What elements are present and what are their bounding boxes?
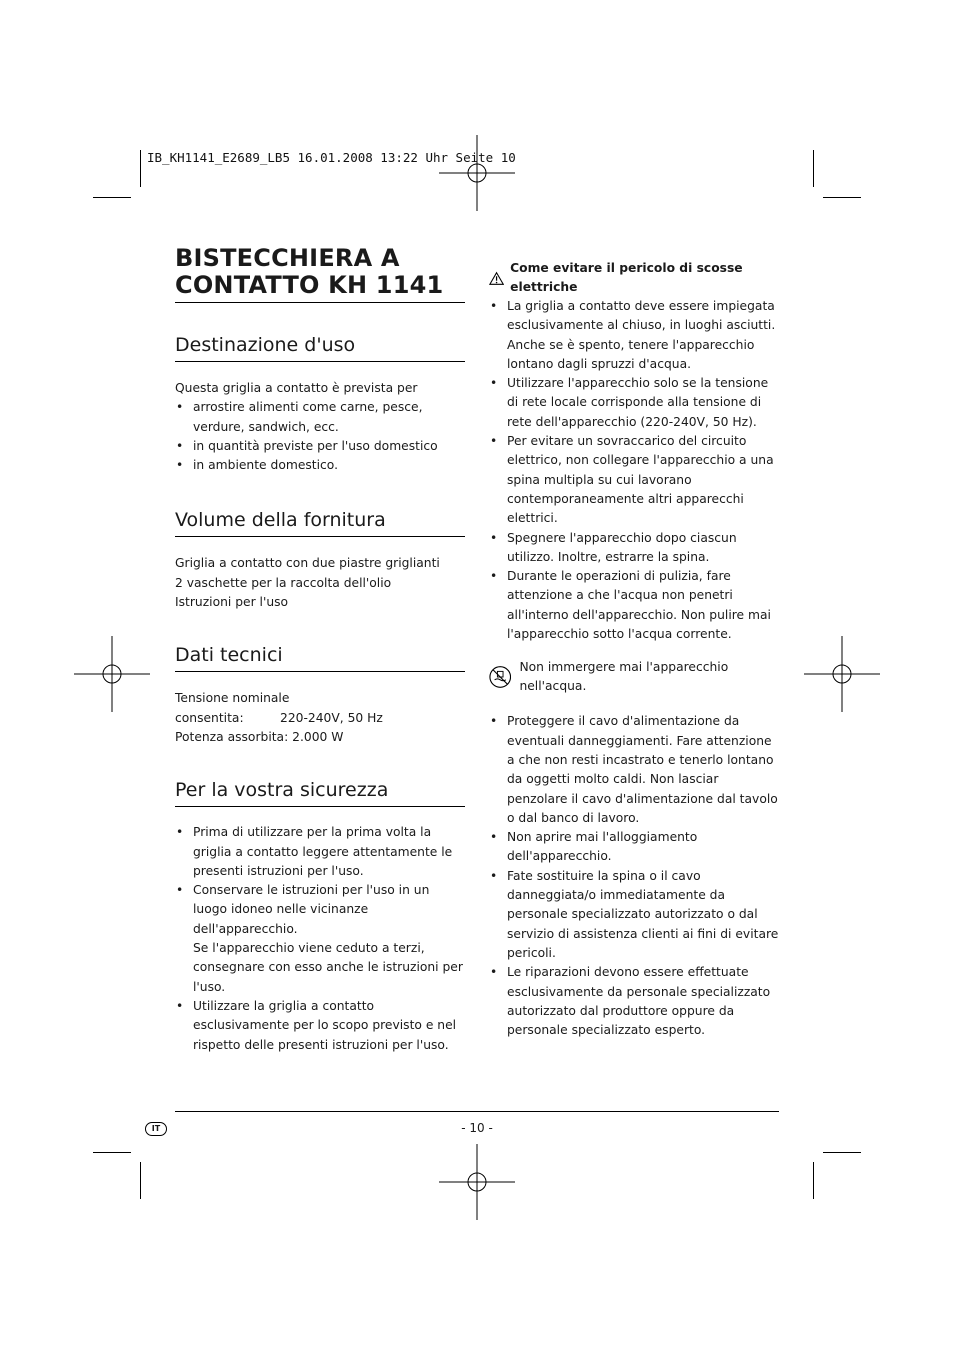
tech-label: Tensione nominale (175, 691, 290, 706)
bullet-list (175, 398, 465, 475)
list-item: • Spegnere l'apparecchio dopo ciascun utilizzo. Inoltre, estrarre la spina. (489, 529, 781, 568)
section-title: Dati tecnici (175, 643, 465, 672)
list-item: • in quantità previste per l'uso domestico (175, 437, 465, 456)
right-column (489, 259, 781, 1040)
list-item: • in ambiente domestico. (175, 456, 465, 475)
crop-mark (93, 197, 131, 198)
section-destinazione (175, 333, 465, 475)
page-title-line: CONTATTO KH 1141 (175, 271, 444, 299)
list-item: • Proteggere il cavo d'alimentazione da eventuali danneggiamenti. Fare attenzione a che non resti incastrato e tenerlo lontano da oggetti molto caldi. Non lasciar penzolare il cavo d'alimentazione dal tavolo o dal banco di lavoro. (489, 712, 781, 828)
crop-mark (823, 1152, 861, 1153)
registration-mark-icon (439, 1144, 515, 1220)
list-item: • Utilizzare la griglia a contatto esclusivamente per lo scopo previsto e nel rispetto delle presenti istruzioni per l'uso. (175, 997, 465, 1055)
registration-mark-icon (74, 636, 150, 712)
left-column (175, 245, 465, 1055)
list-item: • La griglia a contatto deve essere impiegata esclusivamente al chiuso, in luoghi asciutti. Anche se è spento, tenere l'apparecchio lontano dagli spruzzi d'acqua. (489, 297, 781, 374)
section-fornitura (175, 508, 465, 612)
section-title: Volume della fornitura (175, 508, 465, 537)
list-item: • arrostire alimenti come carne, pesce, verdure, sandwich, ecc. (175, 398, 465, 437)
section-title: Per la vostra sicurezza (175, 778, 465, 807)
list-item: • Durante le operazioni di pulizia, fare attenzione a che l'acqua non penetri all'interno dell'apparecchio. Non pulire mai l'apparecchio sotto l'acqua corrente. (489, 567, 781, 644)
list-item: Griglia a contatto con due piastre griglianti (175, 556, 440, 571)
bullet-list (489, 297, 781, 644)
page-number: - 10 - (461, 1121, 493, 1135)
list-item-text: Se l'apparecchio viene ceduto a terzi, consegnare con esso anche le istruzioni per l'uso. (193, 941, 463, 994)
list-item: • Prima di utilizzare per la prima volta la griglia a contatto leggere attentamente le presenti istruzioni per l'uso. (175, 823, 465, 881)
list-item: • Utilizzare l'apparecchio solo se la tensione di rete locale corrisponde alla tensione di rete dell'apparecchio (220-240V, 50 Hz). (489, 374, 781, 432)
crop-mark (813, 150, 814, 187)
crop-mark (93, 1152, 131, 1153)
crop-mark (823, 197, 861, 198)
list-item (175, 881, 465, 997)
no-immersion-note (489, 658, 781, 696)
footer-divider (175, 1111, 779, 1112)
warning-triangle-icon (489, 271, 504, 286)
warning-heading (489, 259, 781, 297)
registration-mark-icon (439, 135, 515, 211)
print-slug: IB_KH1141_E2689_LB5 16.01.2008 13:22 Uhr Seite 10 (147, 150, 516, 165)
no-water-immersion-icon (489, 665, 511, 689)
list-item: • Le riparazioni devono essere effettuate esclusivamente da personale specializzato autorizzato dal produttore oppure da personale specializzato esperto. (489, 963, 781, 1040)
list-item: • Non aprire mai l'alloggiamento dell'apparecchio. (489, 828, 781, 867)
page-title (175, 245, 465, 303)
page-title-line: BISTECCHIERA A (175, 244, 400, 272)
language-badge: IT (145, 1122, 167, 1136)
section-title: Destinazione d'uso (175, 333, 465, 362)
section-sicurezza (175, 778, 465, 1055)
bullet-list (175, 823, 465, 1055)
list-item-text: Conservare le istruzioni per l'uso in un luogo idoneo nelle vicinanze dell'apparecchio. (193, 883, 430, 936)
section-dati-tecnici (175, 643, 465, 747)
crop-mark (140, 150, 141, 187)
crop-mark (813, 1162, 814, 1199)
list-item: 2 vaschette per la raccolta dell'olio (175, 575, 392, 590)
tech-value: 220-240V, 50 Hz (280, 710, 383, 725)
registration-mark-icon (804, 636, 880, 712)
note-text: Non immergere mai l'apparecchio nell'acqua. (519, 660, 729, 694)
bullet-list (489, 712, 781, 1040)
tech-label: Potenza assorbita: 2.000 W (175, 729, 344, 744)
list-item: • Per evitare un sovraccarico del circuito elettrico, non collegare l'apparecchio a una spina multipla su cui lavorano contemporaneamente altri apparecchi elettrici. (489, 432, 781, 528)
section-intro: Questa griglia a contatto è prevista per (175, 381, 418, 395)
tech-row (175, 709, 465, 728)
crop-mark (140, 1162, 141, 1199)
list-item: • Fate sostituire la spina o il cavo danneggiata/o immediatamente da personale specializzato autorizzato o dal servizio di assistenza clienti ai fini di evitare pericoli. (489, 867, 781, 963)
warning-title: Come evitare il pericolo di scosse elettriche (510, 261, 743, 294)
tech-key: consentita: (175, 710, 244, 725)
list-item: Istruzioni per l'uso (175, 595, 289, 610)
